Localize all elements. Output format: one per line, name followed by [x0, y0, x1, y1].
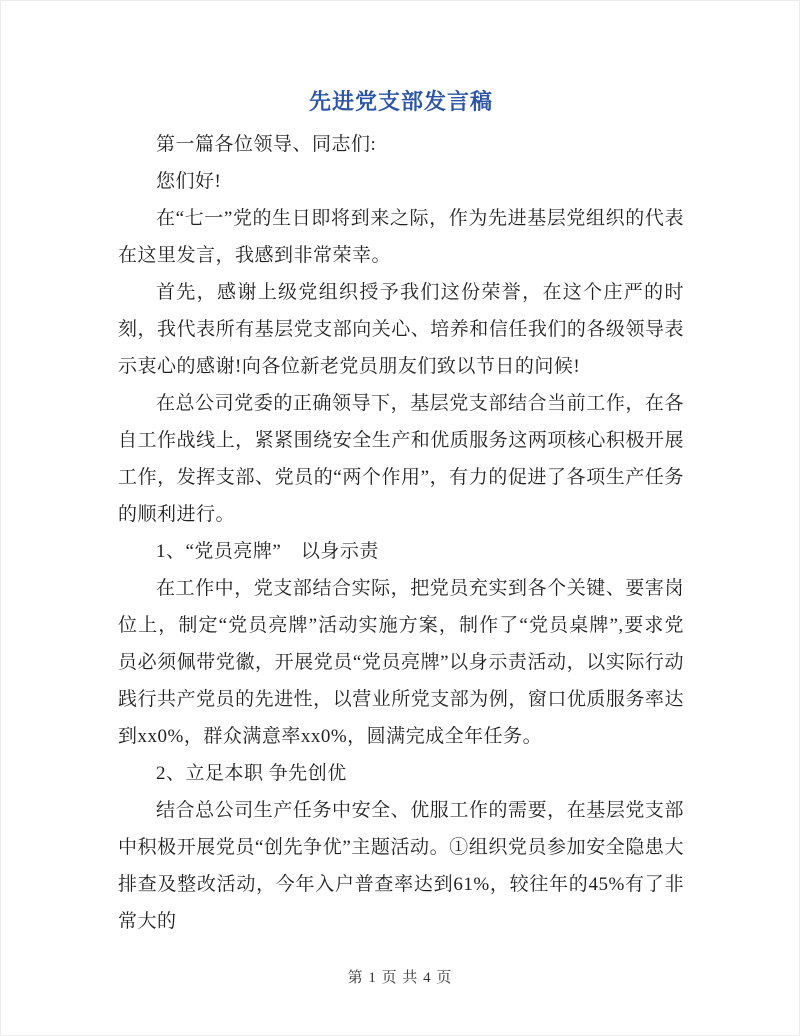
paragraph-section-2: 结合总公司生产任务中安全、优服工作的需要，在基层党支部中积极开展党员“创先争优”主题活动。①组织党员参加安全隐患大排查及整改活动，今年入户普查率达到61%，较往年的45%有了非常大的 — [118, 800, 684, 932]
document-body — [118, 126, 684, 940]
paragraph-salutation: 第一篇各位领导、同志们: — [156, 134, 377, 155]
document-title: 先进党支部发言稿 — [308, 89, 493, 114]
page-number-footer: 第 1 页 共 4 页 — [347, 970, 453, 986]
paragraph-overview: 在总公司党委的正确领导下，基层党支部结合当前工作，在各自工作战线上，紧紧围绕安全生产和优质服务这两项核心积极开展工作，发挥支部、党员的“两个作用”，有力的促进了各项生产任务的顺利进行。 — [118, 393, 684, 525]
document-content — [118, 86, 684, 940]
paragraph-heading-2: 2、立足本职 争先创优 — [156, 763, 347, 784]
paragraph-greeting: 您们好! — [156, 171, 222, 192]
paragraph-heading-1: 1、“党员亮牌” 以身示责 — [156, 541, 379, 562]
paragraph-thanks: 首先，感谢上级党组织授予我们这份荣誉，在这个庄严的时刻，我代表所有基层党支部向关心、培养和信任我们的各级领导表示衷心的感谢!向各位新老党员朋友们致以节日的问候! — [118, 282, 684, 377]
paragraph-section-1: 在工作中，党支部结合实际，把党员充实到各个关键、要害岗位上，制定“党员亮牌”活动实施方案，制作了“党员桌牌”,要求党员必须佩带党徽，开展党员“党员亮牌”以身示责活动，以实际行动践行共产党员的先进性，以营业所党支部为例，窗口优质服务率达到xx0%，群众满意率xx0%，圆满完成全年任务。 — [118, 578, 684, 747]
paragraph-intro: 在“七一”党的生日即将到来之际，作为先进基层党组织的代表在这里发言，我感到非常荣幸。 — [118, 208, 684, 266]
